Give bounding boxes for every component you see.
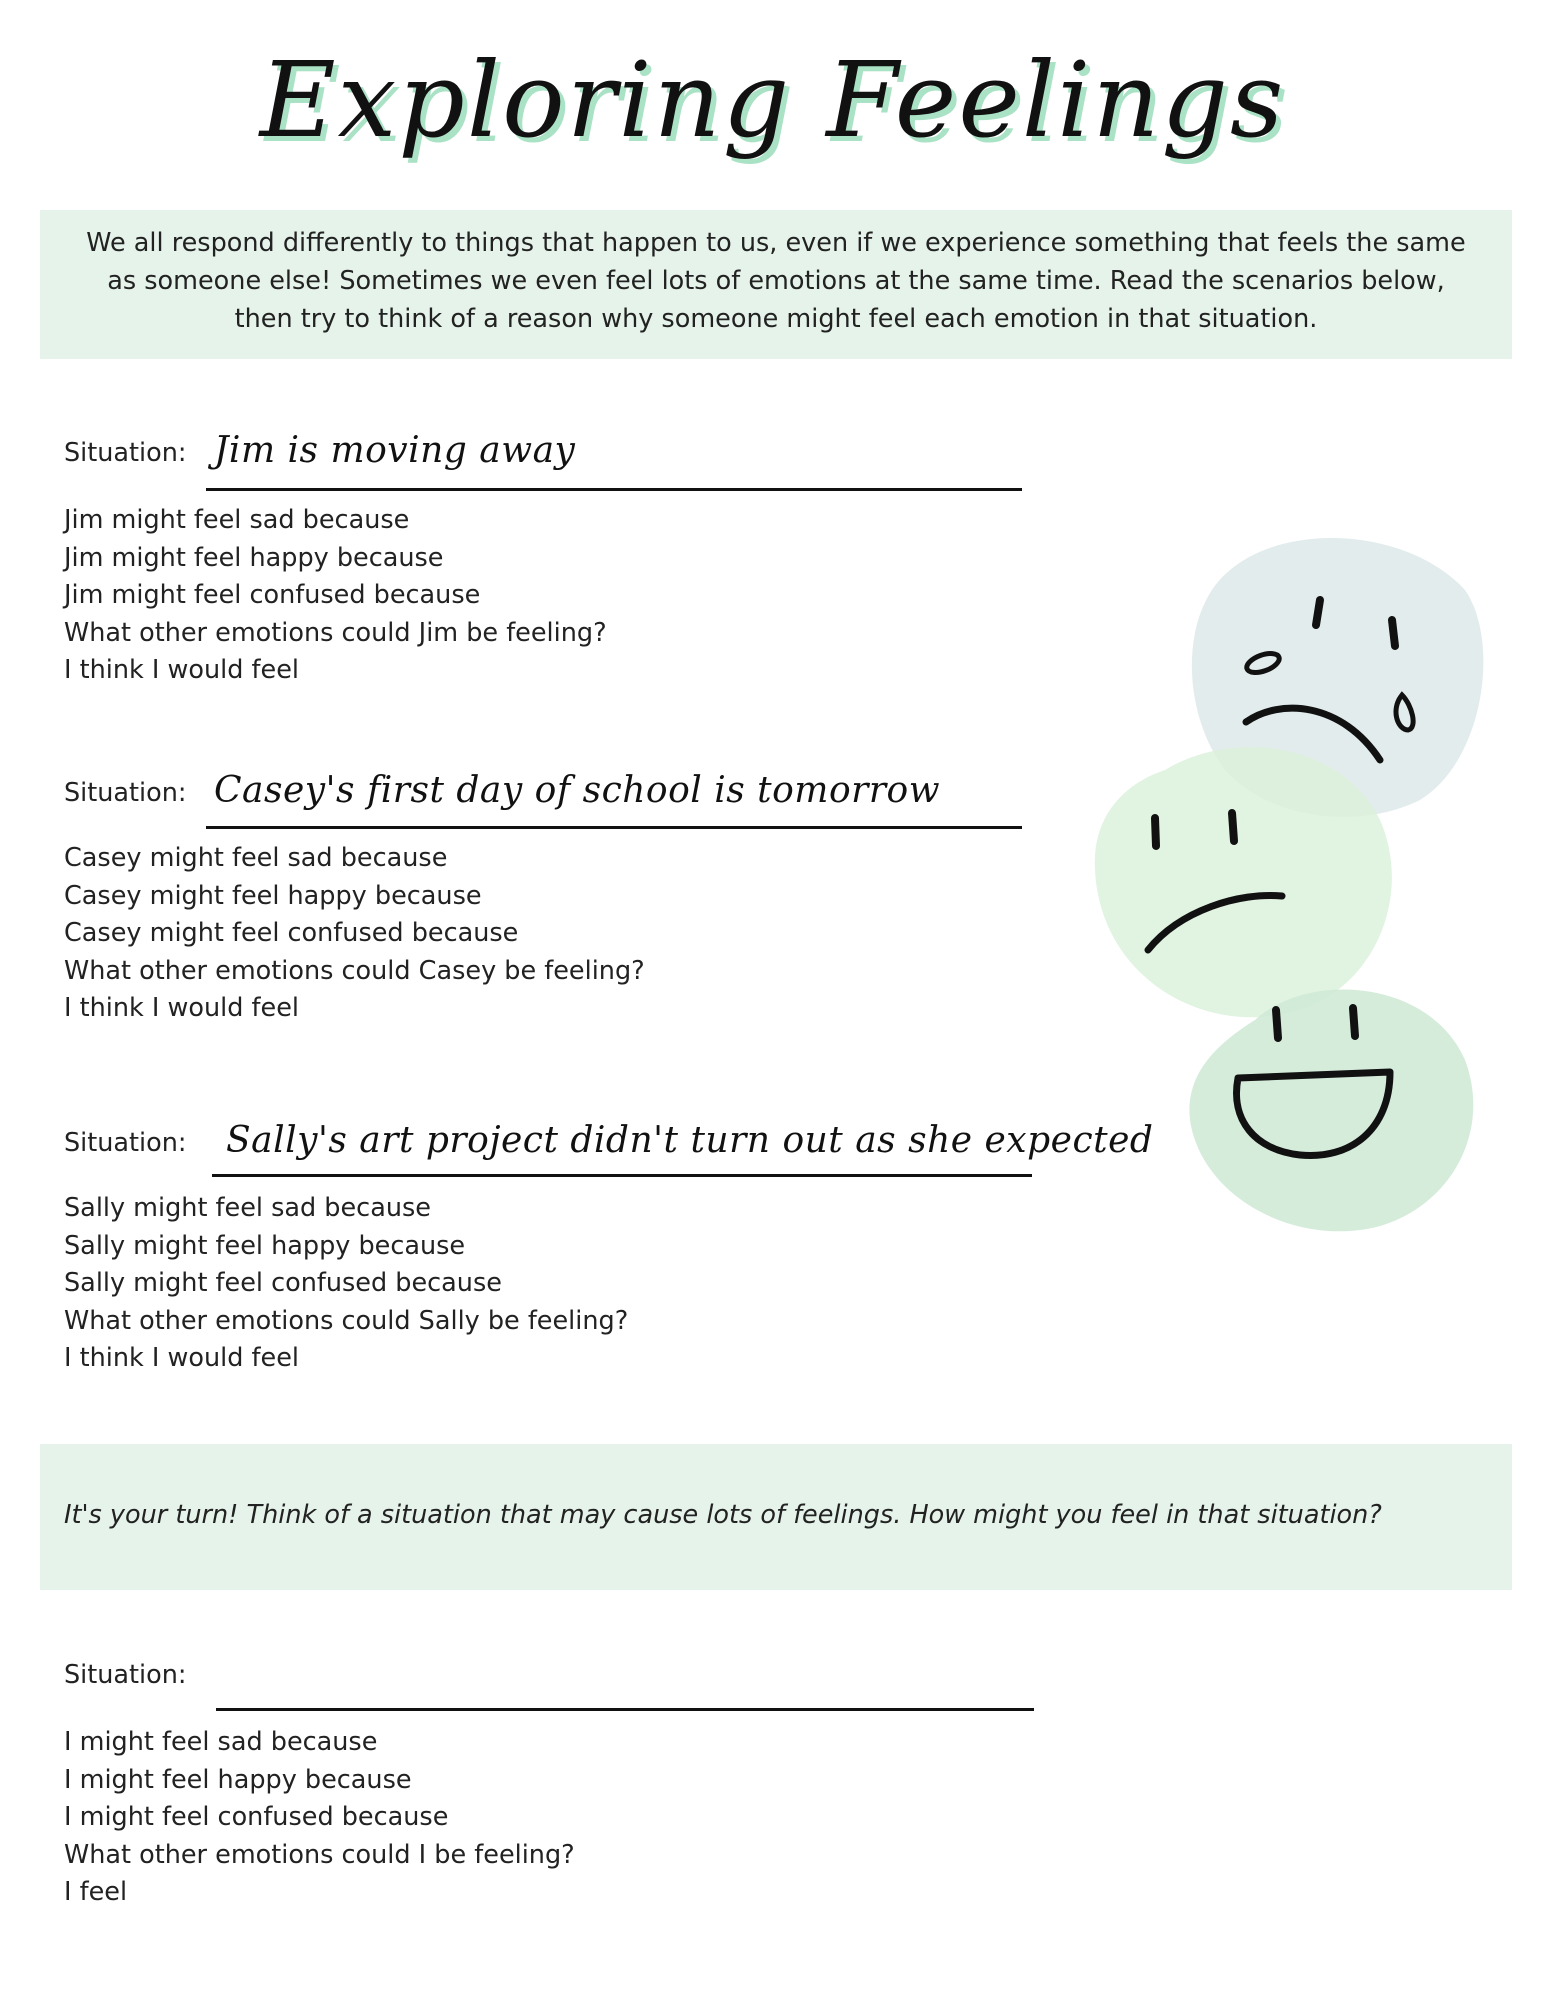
situation-answer-line[interactable] (212, 1174, 1032, 1177)
prompt-happy: Sally might feel happy because (64, 1230, 466, 1261)
intro-banner: We all respond differently to things that happen to us, even if we experience something that feels the same as someone else! Sometimes we even feel lots of emotions at the same time. Read the scenarios below, then try to think of a reason why someone might feel each emotion in that situation. (40, 210, 1512, 359)
situation-answer-line[interactable] (206, 826, 1022, 829)
prompt-confused: Casey might feel confused because (64, 918, 519, 948)
prompt-confused: I might feel confused because (64, 1802, 449, 1832)
prompt-list (64, 840, 645, 1028)
prompt-confused: Jim might feel confused because (64, 580, 481, 610)
prompt-i-feel: I feel (64, 1877, 128, 1907)
prompt-sad: I might feel sad because (64, 1727, 378, 1757)
situation-answer-line[interactable] (216, 1708, 1034, 1711)
situation-text: Sally's art project didn't turn out as she expected (226, 1120, 1154, 1161)
happy-face-icon (1189, 989, 1473, 1231)
prompt-other-emotions: What other emotions could Jim be feeling? (64, 617, 607, 648)
prompt-sad: Jim might feel sad because (64, 505, 410, 535)
situation-section-jim (64, 430, 1044, 690)
situation-text: Casey's first day of school is tomorrow (214, 770, 941, 811)
prompt-i-would-feel: I think I would feel (64, 1343, 299, 1373)
situation-section-own (64, 1652, 1044, 1932)
situation-label: Situation: (64, 1128, 187, 1158)
situation-label: Situation: (64, 778, 187, 808)
situation-label: Situation: (64, 1660, 187, 1690)
situation-answer-line[interactable] (206, 488, 1022, 491)
situation-section-sally (64, 1120, 1154, 1380)
your-turn-banner: It's your turn! Think of a situation that may cause lots of feelings. How might you feel in that situation? (40, 1444, 1512, 1590)
emotion-faces-illustration (1080, 530, 1500, 1250)
prompt-happy: I might feel happy because (64, 1764, 412, 1795)
prompt-i-would-feel: I think I would feel (64, 655, 299, 685)
sad-face-icon (1095, 747, 1392, 1017)
prompt-happy: Jim might feel happy because (64, 542, 444, 573)
prompt-sad: Casey might feel sad because (64, 843, 448, 873)
prompt-confused: Sally might feel confused because (64, 1268, 502, 1298)
page-title: Exploring Feelings (259, 39, 1286, 161)
situation-text: Jim is moving away (214, 430, 576, 471)
prompt-list (64, 502, 607, 690)
prompt-sad: Sally might feel sad because (64, 1193, 431, 1223)
prompt-other-emotions: What other emotions could Sally be feeling? (64, 1305, 629, 1336)
prompt-other-emotions: What other emotions could Casey be feeling? (64, 955, 645, 986)
prompt-list (64, 1190, 628, 1378)
prompt-list (64, 1724, 575, 1912)
prompt-i-would-feel: I think I would feel (64, 993, 299, 1023)
prompt-other-emotions: What other emotions could I be feeling? (64, 1839, 575, 1870)
situation-section-casey (64, 770, 1044, 1030)
prompt-happy: Casey might feel happy because (64, 880, 482, 911)
situation-label: Situation: (64, 438, 187, 468)
